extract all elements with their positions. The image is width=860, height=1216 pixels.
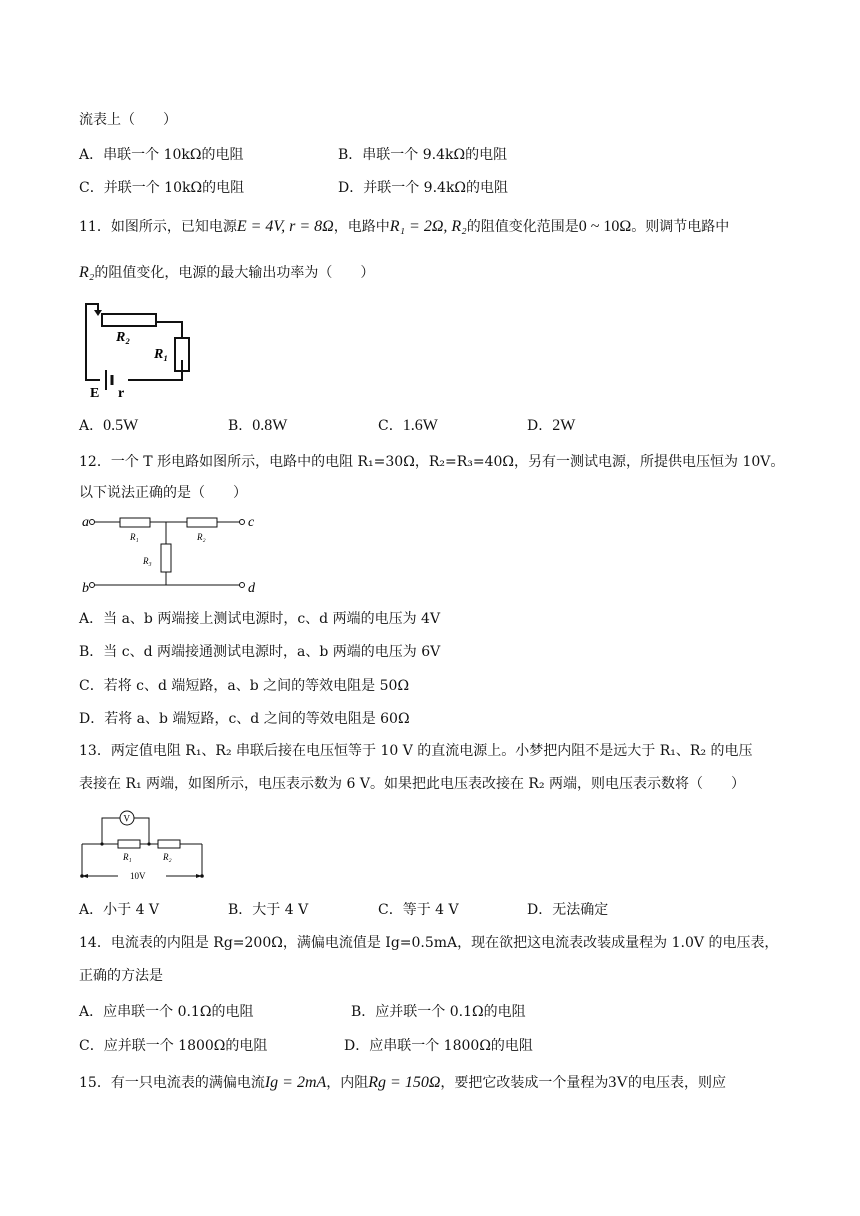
q13-line-2: 表接在 R₁ 两端，如图所示，电压表示数为 6 V。如果把此电压表改接在 R₂ 两端，则电压表示数将（ ） bbox=[79, 776, 746, 792]
q13-option-c: C．等于 4 V bbox=[378, 902, 459, 918]
q12-t-circuit-diagram bbox=[80, 510, 265, 600]
q11-circuit-diagram bbox=[78, 298, 198, 402]
q11-line-2: R₂的阻值变化，电源的最大输出功率为（ ） bbox=[79, 264, 375, 281]
q11-fig-r2-label: R₂ bbox=[116, 330, 131, 345]
q12-fig-a-label: a bbox=[82, 515, 89, 530]
q14-option-c: C．应并联一个 1800Ω的电阻 bbox=[79, 1038, 268, 1054]
q14-line-2: 正确的方法是 bbox=[79, 968, 163, 984]
q12-fig-c-label: c bbox=[248, 515, 255, 530]
q12-fig-b-label: b bbox=[82, 581, 89, 596]
q13-fig-voltmeter-label: V bbox=[123, 813, 130, 824]
q13-option-b: B．大于 4 V bbox=[228, 902, 309, 918]
q11-option-b: B．0.8W bbox=[228, 417, 288, 434]
q12-fig-r2-label: R₂ bbox=[197, 532, 206, 542]
q10-tail: 流表上（ ） bbox=[79, 112, 177, 128]
q13-fig-r1-label: R₁ bbox=[123, 852, 132, 862]
q13-line-1: 13．两定值电阻 R₁、R₂ 串联后接在电压恒等于 10 V 的直流电源上。小梦把内阻不是远大于 R₁、R₂ 的电压 bbox=[79, 743, 753, 759]
q10-option-d: D．并联一个 9.4kΩ的电阻 bbox=[338, 180, 509, 196]
q11-option-d: D．2W bbox=[527, 417, 576, 434]
q12-option-a: A．当 a、b 两端接上测试电源时，c、d 两端的电压为 4V bbox=[79, 611, 441, 627]
q12-line-2: 以下说法正确的是（ ） bbox=[79, 485, 247, 501]
q12-option-d: D．若将 a、b 端短路，c、d 之间的等效电阻是 60Ω bbox=[79, 711, 410, 727]
q13-fig-r2-label: R₂ bbox=[163, 852, 172, 862]
q11-line-1: 11．如图所示，已知电源E = 4V, r = 8Ω，电路中R₁ = 2Ω, R₂的阻值变化范围是0 ~ 10Ω。则调节电路中 bbox=[79, 218, 730, 235]
q12-fig-r3-label: R₃ bbox=[143, 556, 152, 566]
q11-option-c: C．1.6W bbox=[378, 417, 438, 434]
q10-option-b: B．串联一个 9.4kΩ的电阻 bbox=[338, 147, 508, 163]
q12-fig-d-label: d bbox=[248, 581, 255, 596]
q13-voltmeter-circuit-diagram bbox=[78, 808, 213, 884]
q15-line-1: 15．有一只电流表的满偏电流Ig = 2mA，内阻Rg = 150Ω，要把它改装成一个量程为3V的电压表，则应 bbox=[79, 1074, 726, 1091]
q13-option-d: D．无法确定 bbox=[527, 902, 609, 918]
q13-option-a: A．小于 4 V bbox=[79, 902, 160, 918]
q13-fig-voltage-label: 10V bbox=[130, 871, 146, 881]
q11-option-a: A．0.5W bbox=[79, 417, 139, 434]
q10-option-a: A．串联一个 10kΩ的电阻 bbox=[79, 147, 244, 163]
q12-fig-r1-label: R₁ bbox=[130, 532, 139, 542]
q11-fig-e-label: E bbox=[90, 386, 100, 401]
q14-option-d: D．应串联一个 1800Ω的电阻 bbox=[344, 1038, 533, 1054]
q12-option-b: B．当 c、d 两端接通测试电源时，a、b 两端的电压为 6V bbox=[79, 644, 441, 660]
q14-option-b: B．应并联一个 0.1Ω的电阻 bbox=[351, 1004, 526, 1020]
q11-fig-r-label: r bbox=[118, 386, 125, 401]
q12-option-c: C．若将 c、d 端短路，a、b 之间的等效电阻是 50Ω bbox=[79, 678, 410, 694]
q11-fig-r1-label: R₁ bbox=[154, 347, 169, 362]
q14-option-a: A．应串联一个 0.1Ω的电阻 bbox=[79, 1004, 254, 1020]
q12-line-1: 12．一个 T 形电路如图所示，电路中的电阻 R₁=30Ω，R₂=R₃=40Ω，另有一测试电源，所提供电压恒为 10V。 bbox=[79, 454, 785, 470]
q14-line-1: 14．电流表的内阻是 Rg=200Ω，满偏电流值是 Ig=0.5mA，现在欲把这电流表改装成量程为 1.0V 的电压表， bbox=[79, 935, 779, 951]
q10-option-c: C．并联一个 10kΩ的电阻 bbox=[79, 180, 245, 196]
